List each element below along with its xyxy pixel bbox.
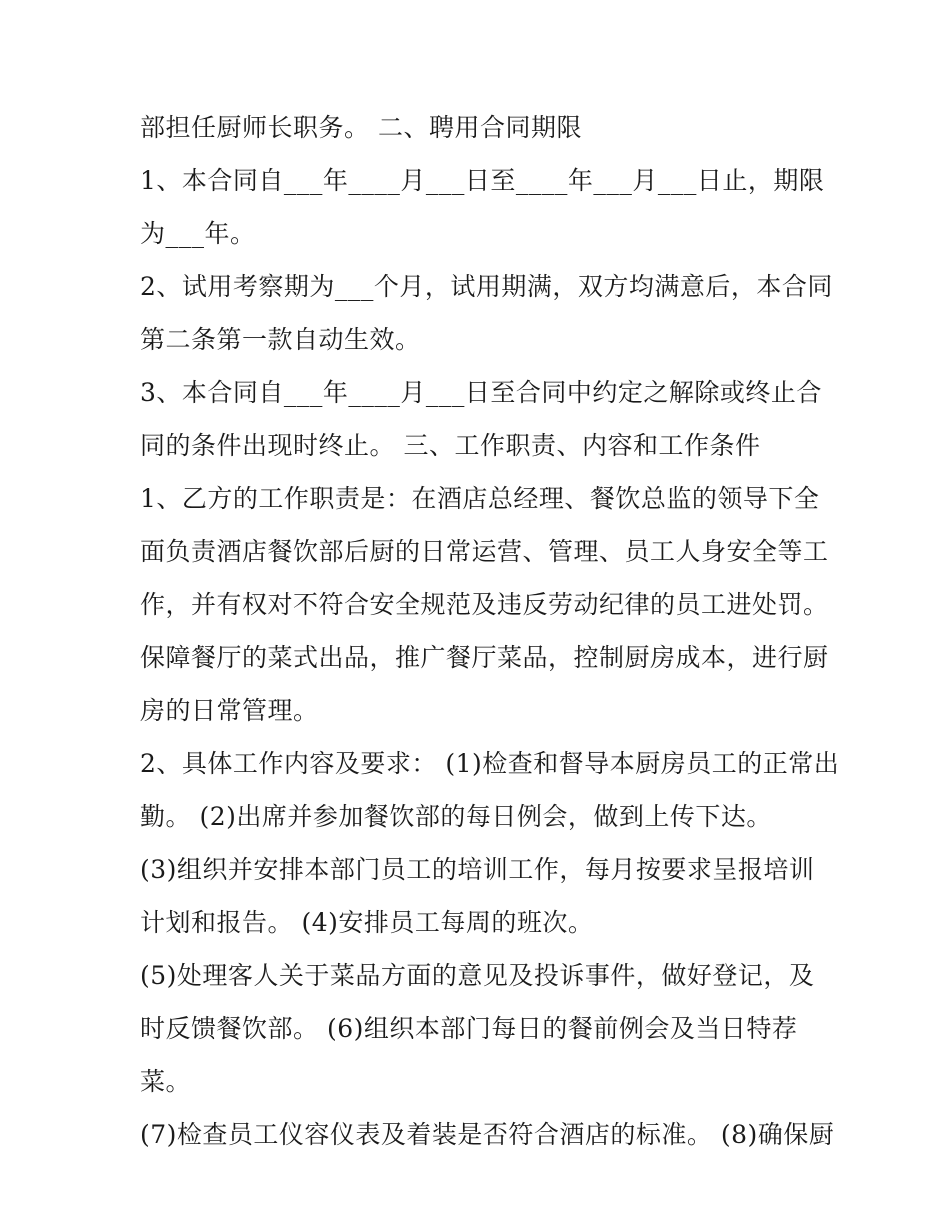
text-line: 时反馈餐饮部。 (6)组织本部门每日的餐前例会及当日特荐	[140, 1014, 798, 1043]
text-line: 第二条第一款自动生效。	[140, 325, 421, 354]
text-line: 1、本合同自___年____月___日至____年___月___日止，期限	[140, 166, 825, 195]
text-line: 作，并有权对不符合安全规范及违反劳动纪律的员工进处罚。	[140, 590, 829, 619]
text-line: 菜。	[140, 1067, 192, 1096]
text-line: 部担任厨师长职务。 二、聘用合同期限	[140, 113, 582, 142]
text-line: (3)组织并安排本部门员工的培训工作，每月按要求呈报培训	[140, 855, 815, 884]
text-line: 1、乙方的工作职责是：在酒店总经理、餐饮总监的领导下全	[140, 484, 820, 513]
text-line: (7)检查员工仪容仪表及着装是否符合酒店的标准。 (8)确保厨	[140, 1120, 835, 1149]
text-line: 3、本合同自___年____月___日至合同中约定之解除或终止合	[140, 378, 822, 407]
text-line: 保障餐厅的菜式出品，推广餐厅菜品，控制厨房成本，进行厨	[140, 643, 829, 672]
text-line: 面负责酒店餐饮部后厨的日常运营、管理、员工人身安全等工	[140, 537, 829, 566]
text-line: 同的条件出现时终止。 三、工作职责、内容和工作条件	[140, 431, 761, 460]
text-line: 2、具体工作内容及要求： (1)检查和督导本厨房员工的正常出	[140, 749, 840, 778]
text-line: 2、试用考察期为___个月，试用期满，双方均满意后，本合同	[140, 272, 833, 301]
text-line: 房的日常管理。	[140, 696, 319, 725]
text-line: 为___年。	[140, 219, 256, 248]
document-body	[140, 108, 840, 1168]
text-line: (5)处理客人关于菜品方面的意见及投诉事件，做好登记，及	[140, 961, 815, 990]
text-line: 计划和报告。 (4)安排员工每周的班次。	[140, 908, 594, 937]
text-line: 勤。 (2)出席并参加餐饮部的每日例会，做到上传下达。	[140, 802, 772, 831]
